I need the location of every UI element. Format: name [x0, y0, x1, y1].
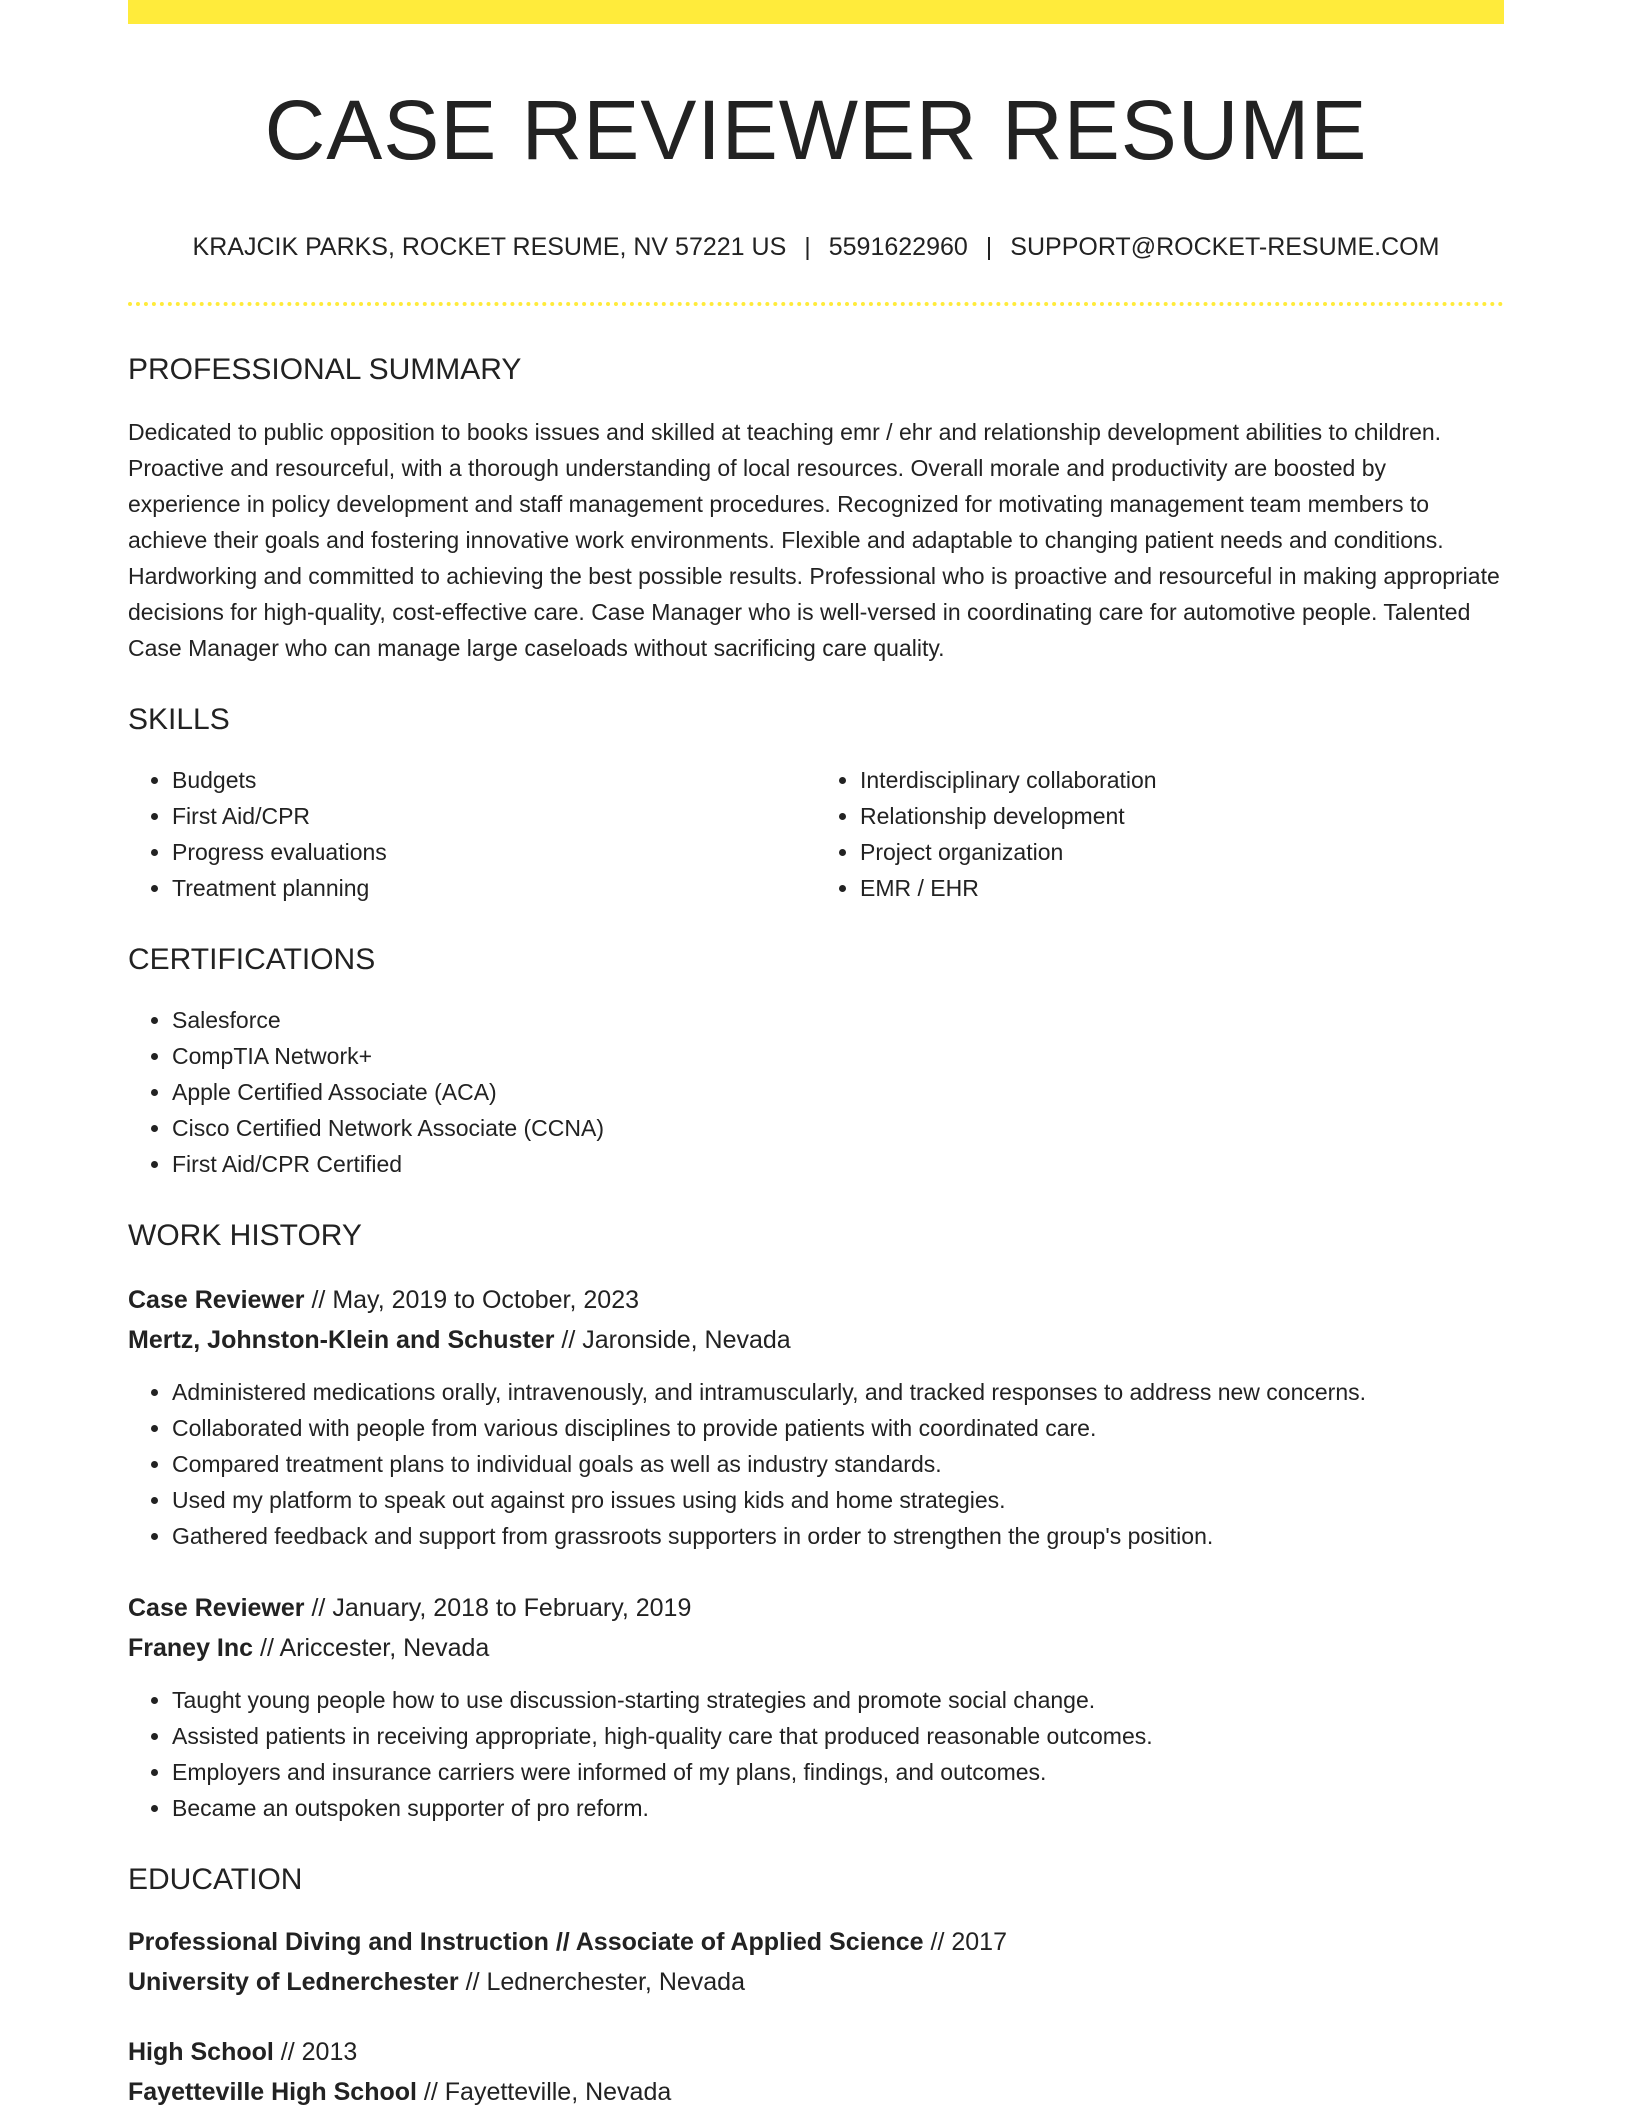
certification-item: • Cisco Certified Network Associate (CCNA)	[172, 1110, 1504, 1146]
skill-item: • Treatment planning	[172, 870, 816, 906]
job-bullets	[128, 1374, 1504, 1554]
job-title: Case Reviewer	[128, 1594, 305, 1623]
skill-item: • Budgets	[172, 762, 816, 798]
skills-column-left	[128, 762, 816, 906]
certifications-list	[128, 1002, 1504, 1182]
education-entry	[128, 1922, 1504, 2002]
separator: //	[280, 2038, 295, 2067]
job-location: Ariccester, Nevada	[279, 1634, 490, 1663]
work-history-heading: WORK HISTORY	[128, 1219, 362, 1253]
education-school-line	[128, 1962, 1504, 2002]
education-year: 2017	[951, 1928, 1007, 1957]
job-bullet: • Assisted patients in receiving appropriate, high-quality care that produced reasonable outcomes.	[172, 1718, 1504, 1754]
separator: //	[260, 1634, 274, 1663]
job-title-line	[128, 1280, 1504, 1320]
education-heading: EDUCATION	[128, 1863, 303, 1897]
certification-item: • Apple Certified Associate (ACA)	[172, 1074, 1504, 1110]
separator: //	[930, 1928, 945, 1957]
job-dates: May, 2019 to October, 2023	[332, 1286, 640, 1315]
contact-phone: 5591622960	[828, 233, 968, 262]
job-bullet: • Administered medications orally, intravenously, and intramuscularly, and tracked responses to address new concerns.	[172, 1374, 1504, 1410]
skill-item: • Relationship development	[860, 798, 1504, 834]
job-bullet: • Collaborated with people from various disciplines to provide patients with coordinated care.	[172, 1410, 1504, 1446]
skill-item: • Progress evaluations	[172, 834, 816, 870]
skill-item: • Interdisciplinary collaboration	[860, 762, 1504, 798]
job-entry	[128, 1588, 1504, 1826]
accent-top-bar	[128, 0, 1504, 24]
job-title: Case Reviewer	[128, 1286, 305, 1315]
skill-item: • EMR / EHR	[860, 870, 1504, 906]
job-entry	[128, 1280, 1504, 1554]
contact-email: SUPPORT@ROCKET-RESUME.COM	[1010, 233, 1440, 262]
job-bullet: • Became an outspoken supporter of pro reform.	[172, 1790, 1504, 1826]
education-degree-line	[128, 2032, 1504, 2072]
job-bullet: • Taught young people how to use discussion-starting strategies and promote social change.	[172, 1682, 1504, 1718]
separator: //	[311, 1594, 326, 1623]
job-title-line	[128, 1588, 1504, 1628]
education-school: Fayetteville High School	[128, 2078, 417, 2107]
skills-list	[128, 762, 1504, 906]
education-degree: High School	[128, 2038, 274, 2067]
summary-text: Dedicated to public opposition to books issues and skilled at teaching emr / ehr and relationship development abilities to children. Proactive and resourceful, with a thorough understanding of local resources. Overall morale and productivity are boosted by experience in policy development and staff management procedures. Recognized for motivating management team members to achieve their goals and fostering innovative work environments. Flexible and adaptable to changing patient needs and conditions. Hardworking and committed to achieving the best possible results. Professional who is proactive and resourceful in making appropriate decisions for high-quality, cost-effective care. Case Manager who is well-versed in coordinating care for automotive people. Talented Case Manager who can manage large caseloads without sacrificing care quality.	[128, 419, 1500, 662]
contact-separator: |	[804, 233, 811, 262]
contact-line	[128, 232, 1504, 262]
job-bullet: • Compared treatment plans to individual goals as well as industry standards.	[172, 1446, 1504, 1482]
job-company-line	[128, 1628, 1504, 1668]
education-year: 2013	[301, 2038, 358, 2067]
education-degree: Professional Diving and Instruction // Associate of Applied Science	[128, 1928, 924, 1957]
certification-item: • CompTIA Network+	[172, 1038, 1504, 1074]
contact-address: KRAJCIK PARKS, ROCKET RESUME, NV 57221 US	[192, 233, 787, 262]
education-school-line	[128, 2072, 1504, 2112]
job-company-line	[128, 1320, 1504, 1360]
resume-title: CASE REVIEWER RESUME	[264, 83, 1368, 177]
separator: //	[311, 1286, 326, 1315]
dotted-divider	[128, 302, 1504, 306]
education-entry	[128, 2032, 1504, 2112]
education-school: University of Lednerchester	[128, 1968, 459, 1997]
job-bullet: • Used my platform to speak out against pro issues using kids and home strategies.	[172, 1482, 1504, 1518]
contact-separator: |	[985, 233, 993, 262]
separator: //	[561, 1326, 576, 1355]
education-degree-line	[128, 1922, 1504, 1962]
job-company: Mertz, Johnston-Klein and Schuster	[128, 1326, 555, 1355]
summary-heading: PROFESSIONAL SUMMARY	[128, 353, 522, 387]
separator: //	[423, 2078, 438, 2107]
job-location: Jaronside, Nevada	[582, 1326, 791, 1355]
job-company: Franey Inc	[128, 1634, 254, 1663]
skills-heading: SKILLS	[128, 703, 230, 737]
certifications-heading: CERTIFICATIONS	[128, 943, 376, 977]
job-bullet: • Gathered feedback and support from grassroots supporters in order to strengthen the group's position.	[172, 1518, 1504, 1554]
certification-item: • Salesforce	[172, 1002, 1504, 1038]
separator: //	[465, 1968, 480, 1997]
education-location: Fayetteville, Nevada	[444, 2078, 672, 2107]
job-bullet: • Employers and insurance carriers were informed of my plans, findings, and outcomes.	[172, 1754, 1504, 1790]
education-location: Lednerchester, Nevada	[486, 1968, 745, 1997]
skill-item: • First Aid/CPR	[172, 798, 816, 834]
resume-page	[128, 0, 1504, 2112]
job-bullets	[128, 1682, 1504, 1826]
job-dates: January, 2018 to February, 2019	[332, 1594, 692, 1623]
skill-item: • Project organization	[860, 834, 1504, 870]
skills-column-right	[816, 762, 1504, 906]
certification-item: • First Aid/CPR Certified	[172, 1146, 1504, 1182]
